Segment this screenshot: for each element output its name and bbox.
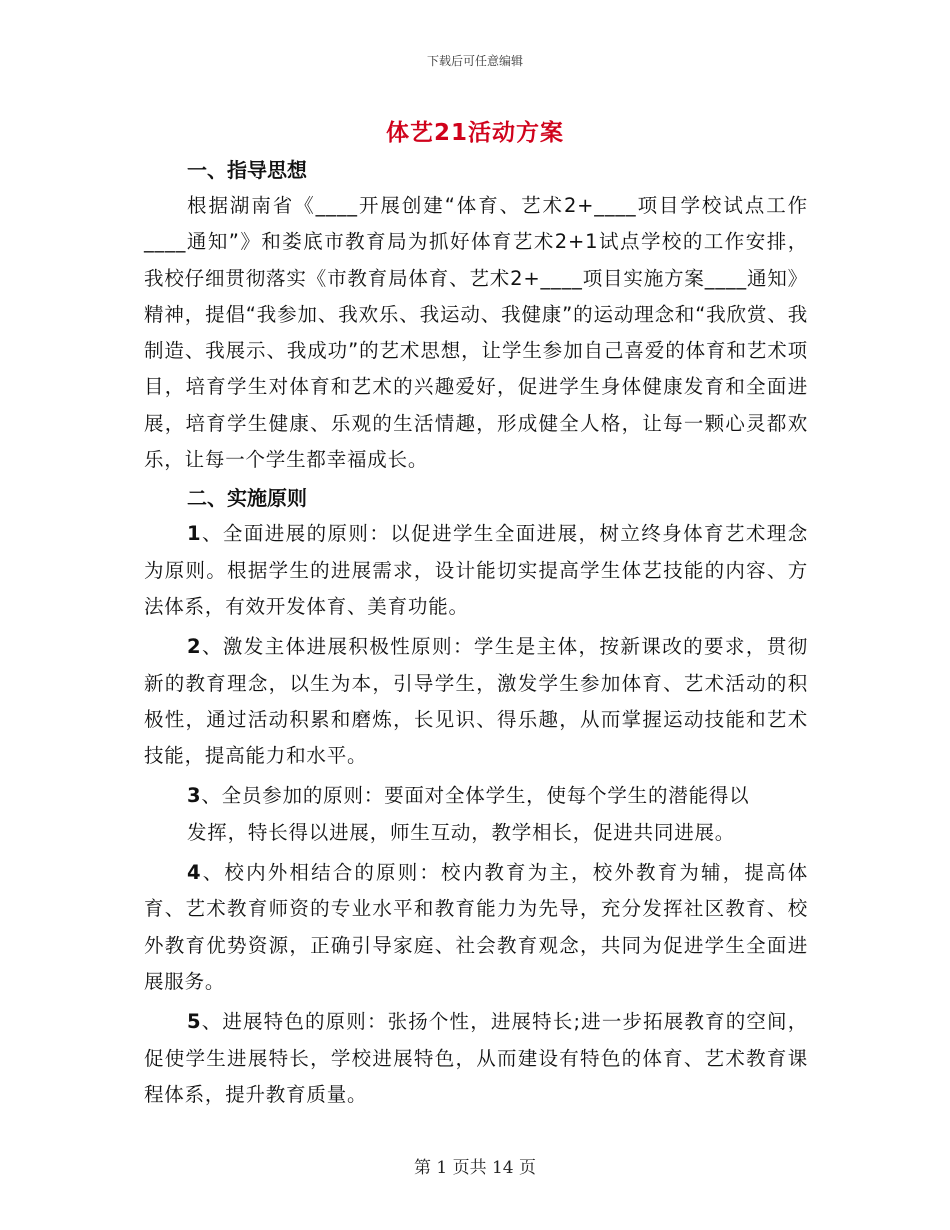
principle-4	[144, 855, 808, 1000]
section-heading-guiding-ideology: 一、指导思想	[187, 158, 307, 182]
principle-5	[144, 1004, 808, 1113]
principle-number: 3	[187, 784, 202, 808]
principle-3	[144, 778, 808, 814]
principle-2	[144, 629, 808, 774]
principle-number: 5	[187, 1010, 202, 1034]
principle-text: 、激发主体进展积极性原则：学生是主体，按新课改的要求，贯彻新的教育理念，以生为本，引导学生，激发学生参加体育、艺术活动的积极性，通过活动积累和磨炼，长见识、得乐趣，从而掌握运动技能和艺术技能，提高能力和水平。	[144, 635, 808, 768]
document-title: 体艺21活动方案	[385, 120, 564, 146]
principle-number: 4	[187, 861, 202, 885]
page-footer: 第 1 页共 14 页	[413, 1158, 537, 1178]
principle-number: 1	[187, 522, 202, 546]
principle-text: 、进展特色的原则：张扬个性，进展特长;进一步拓展教育的空间，促使学生进展特长，学校进展特色，从而建设有特色的体育、艺术教育课程体系，提升教育质量。	[144, 1010, 808, 1106]
principle-number: 2	[187, 635, 202, 659]
guiding-ideology-paragraph: 根据湖南省《____开展创建“体育、艺术2+____项目学校试点工作____通知”》和娄底市教育局为抓好体育艺术2+1试点学校的工作安排，我校仔细贯彻落实《市教育局体育、艺术2+____项目实施方案____通知》精神，提倡“我参加、我欢乐、我运动、我健康”的运动理念和“我欣赏、我制造、我展示、我成功”的艺术思想，让学生参加自己喜爱的体育和艺术项目，培育学生对体育和艺术的兴趣爱好，促进学生身体健康发育和全面进展，培育学生健康、乐观的生活情趣，形成健全人格，让每一颗心灵都欢乐，让每一个学生都幸福成长。	[144, 194, 808, 472]
principle-text: 、全员参加的原则：要面对全体学生，使每个学生的潜能得以	[201, 784, 750, 808]
principle-1	[144, 516, 808, 625]
principle-3-continuation: 发挥，特长得以进展，师生互动，教学相长，促进共同进展。	[187, 820, 736, 844]
header-note: 下载后可任意编辑	[426, 54, 523, 68]
principle-text: 、校内外相结合的原则：校内教育为主，校外教育为辅，提高体育、艺术教育师资的专业水平和教育能力为先导，充分发挥社区教育、校外教育优势资源，正确引导家庭、社会教育观念，共同为促进学生全面进展服务。	[144, 861, 808, 993]
document-body	[144, 152, 808, 1113]
section-heading-implementation-principles: 二、实施原则	[187, 486, 307, 511]
principle-text: 、全面进展的原则：以促进学生全面进展，树立终身体育艺术理念为原则。根据学生的进展需求，设计能切实提高学生体艺技能的内容、方法体系，有效开发体育、美育功能。	[144, 522, 808, 618]
